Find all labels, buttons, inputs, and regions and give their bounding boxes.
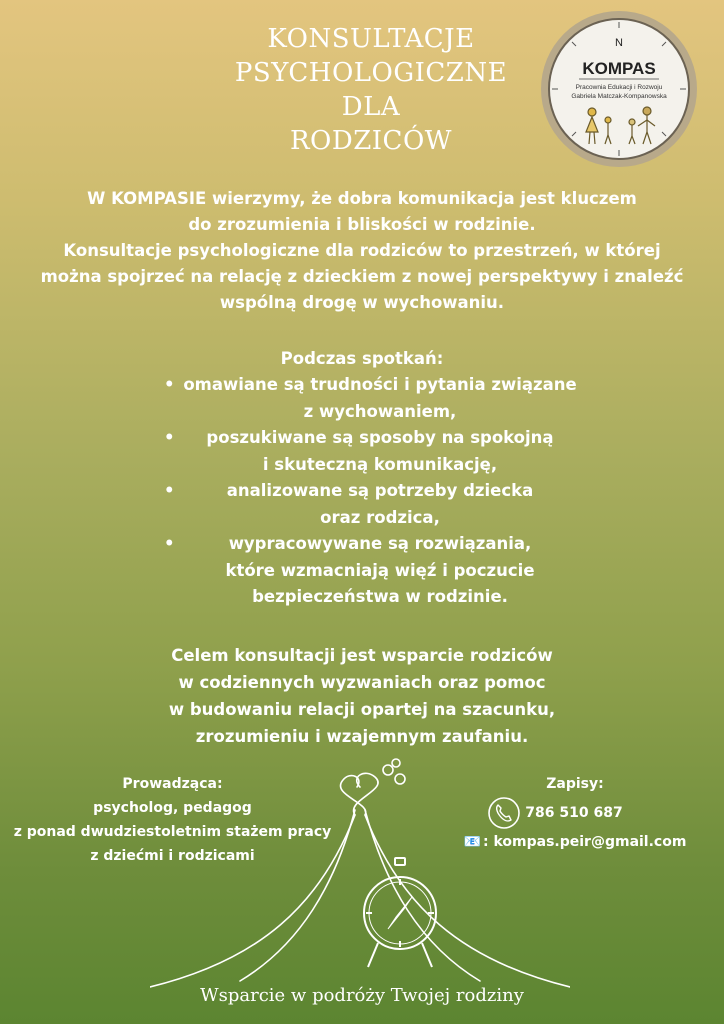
list-item-text: oraz rodzica,	[320, 507, 440, 527]
intro-paragraph	[30, 186, 694, 316]
intro-line: W KOMPASIE wierzymy, że dobra komunikacja jest kluczem	[87, 189, 637, 208]
contact-info	[450, 772, 700, 854]
list-item-text: z wychowaniem,	[303, 401, 457, 421]
list-item	[140, 478, 600, 531]
lead-line: psycholog, pedagog	[93, 800, 252, 816]
road-dot	[395, 774, 405, 784]
email-address[interactable]: : kompas.peir@gmail.com	[483, 834, 687, 850]
footer-tagline: Wsparcie w podróży Twojej rodziny	[200, 985, 524, 1006]
lead-label: Prowadząca:	[122, 776, 223, 792]
lead-line: z ponad dwudziestoletnim stażem pracy	[13, 824, 332, 840]
list-item-text: które wzmacniają więź i poczucie	[225, 560, 535, 580]
list-item-text: i skuteczną komunikację,	[262, 454, 498, 474]
title-line: DLA	[341, 92, 401, 122]
meetings-list	[140, 372, 600, 611]
goal-line: w codziennych wyzwaniach oraz pomoc	[178, 673, 546, 692]
email-row	[450, 830, 700, 854]
goal-paragraph	[110, 642, 614, 750]
road-dot	[383, 765, 393, 775]
lead-info	[0, 772, 345, 868]
page-title	[190, 22, 552, 158]
list-item-text: • poszukiwane są sposoby na spokojną	[206, 428, 554, 447]
goal-line: zrozumieniu i wzajemnym zaufaniu.	[195, 727, 529, 746]
list-item-text: • omawiane są trudności i pytania związane	[183, 375, 577, 394]
intro-line: wspólną drogę w wychowaniu.	[219, 293, 505, 312]
logo-subtitle: Pracownia Edukacji i Rozwoju	[575, 84, 663, 91]
road-top-curl	[354, 773, 379, 815]
title-line: RODZICÓW	[289, 126, 452, 156]
intro-line: do zrozumienia i bliskości w rodzinie.	[188, 215, 536, 234]
meetings-heading: Podczas spotkań:	[280, 349, 444, 368]
title-line: KONSULTACJE	[267, 24, 475, 54]
phone-number[interactable]: 786 510 687	[525, 805, 623, 821]
list-item	[140, 531, 600, 611]
contact-label: Zapisy:	[546, 776, 604, 792]
lead-line: z dziećmi i rodzicami	[90, 848, 255, 864]
list-item	[140, 425, 600, 478]
kompas-logo	[534, 8, 704, 170]
logo-brand: KOMPAS	[582, 59, 656, 78]
logo-compass-letter: N	[615, 37, 623, 49]
list-item-text: • analizowane są potrzeby dziecka	[226, 481, 534, 500]
list-item-text: • wypracowywane są rozwiązania,	[228, 534, 532, 553]
email-icon: 📧	[463, 834, 481, 850]
phone-row	[450, 796, 700, 830]
goal-line: w budowaniu relacji opartej na szacunku,	[168, 700, 556, 719]
phone-icon	[487, 796, 521, 830]
list-item-text: bezpieczeństwa w rodzinie.	[252, 587, 508, 606]
logo-subtitle: Gabriela Matczak-Kompanowska	[571, 93, 667, 100]
list-item	[140, 372, 600, 425]
goal-line: Celem konsultacji jest wsparcie rodziców	[171, 646, 553, 665]
road-dot	[392, 759, 400, 767]
title-line: PSYCHOLOGICZNE	[234, 58, 508, 88]
intro-line: Konsultacje psychologiczne dla rodziców to przestrzeń, w której	[63, 241, 661, 260]
intro-line: można spojrzeć na relację z dzieckiem z nowej perspektywy i znaleźć	[40, 267, 684, 286]
